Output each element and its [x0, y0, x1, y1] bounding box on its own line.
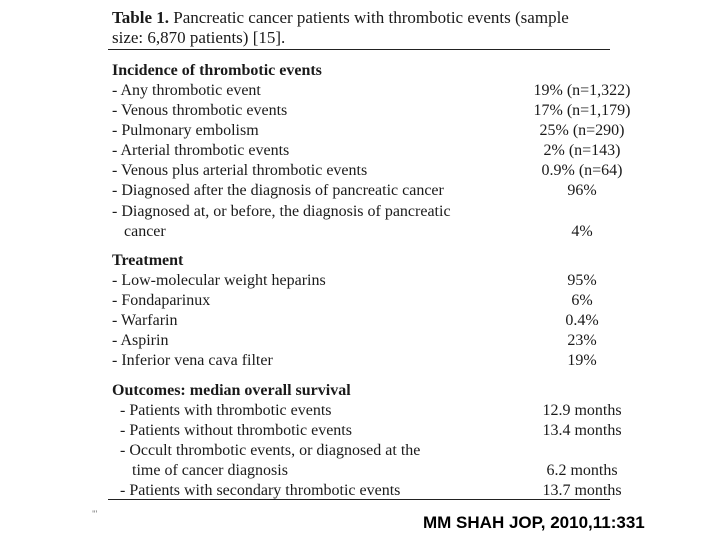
incidence-row-value: 96% [567, 182, 597, 199]
incidence-row-label: - Venous plus arterial thrombotic events [112, 162, 368, 179]
treatment-row [112, 351, 612, 371]
outcomes-row-label: - Patients without thrombotic events [120, 422, 352, 439]
incidence-row-label: - Any thrombotic event [112, 82, 261, 99]
incidence-row [112, 161, 623, 181]
treatment-row-label: - Inferior vena cava filter [112, 352, 273, 369]
bottom-rule [108, 499, 610, 500]
outcomes-row-label: - Patients with thrombotic events [120, 402, 332, 419]
outcomes-row-label-cont: time of cancer diagnosis [132, 462, 288, 479]
outcomes-row-value: 6.2 months [546, 462, 618, 479]
treatment-row [112, 331, 612, 351]
incidence-row-value: 25% (n=290) [539, 122, 625, 139]
incidence-row [112, 141, 621, 161]
outcomes-row-label: - Occult thrombotic events, or diagnosed at the [120, 442, 421, 459]
incidence-row-value: 17% (n=1,179) [533, 102, 631, 119]
treatment-row [112, 311, 612, 331]
outcomes-row-value: 13.7 months [542, 482, 622, 499]
incidence-row-label: - Diagnosed at, or before, the diagnosis of pancreatic [112, 203, 451, 220]
outcomes-row [112, 401, 622, 421]
treatment-row-value: 0.4% [565, 312, 599, 329]
incidence-row-value: 0.9% (n=64) [541, 162, 623, 179]
incidence-row-label: - Venous thrombotic events [112, 102, 288, 119]
treatment-row-label: - Warfarin [112, 312, 178, 329]
outcomes-row-value: 12.9 months [542, 402, 622, 419]
incidence-heading: Incidence of thrombotic events [112, 62, 322, 79]
outcomes-row [112, 441, 618, 481]
citation-label: MM SHAH JOP, 2010,11:331 [423, 513, 645, 532]
treatment-row-value: 6% [571, 292, 593, 309]
incidence-row-value: 4% [571, 223, 593, 240]
treatment-heading: Treatment [112, 252, 184, 269]
treatment-row [112, 271, 612, 291]
table-title [112, 8, 622, 48]
top-rule [108, 49, 610, 50]
incidence-row-value: 2% (n=143) [543, 142, 621, 159]
treatment-row-label: - Fondaparinux [112, 292, 211, 309]
incidence-row [112, 181, 612, 201]
incidence-row-label-cont: cancer [124, 223, 166, 240]
incidence-row-label: - Pulmonary embolism [112, 122, 259, 139]
treatment-row-value: 19% [567, 352, 597, 369]
outcomes-row-value: 13.4 months [542, 422, 622, 439]
incidence-row [112, 202, 612, 242]
incidence-row [112, 121, 625, 141]
table-title-text: Pancreatic cancer patients with thrombotic events (sample [169, 8, 569, 27]
treatment-row-label: - Low-molecular weight heparins [112, 272, 326, 289]
incidence-row-label: - Arterial thrombotic events [112, 142, 290, 159]
table-label: Table 1. [112, 8, 170, 27]
page-mark: "' [92, 509, 98, 519]
incidence-row [112, 81, 631, 101]
treatment-row [112, 291, 612, 311]
treatment-row-value: 23% [567, 332, 597, 349]
treatment-row-label: - Aspirin [112, 332, 169, 349]
incidence-row [112, 101, 631, 121]
outcomes-row-label: - Patients with secondary thrombotic events [120, 482, 401, 499]
treatment-row-value: 95% [567, 272, 597, 289]
incidence-row-value: 19% (n=1,322) [533, 82, 631, 99]
outcomes-heading: Outcomes: median overall survival [112, 382, 351, 399]
incidence-row-label: - Diagnosed after the diagnosis of pancreatic cancer [112, 182, 444, 199]
outcomes-row [112, 421, 622, 441]
table-title-line2: size: 6,870 patients) [15]. [112, 28, 286, 47]
outcomes-row [112, 481, 622, 501]
